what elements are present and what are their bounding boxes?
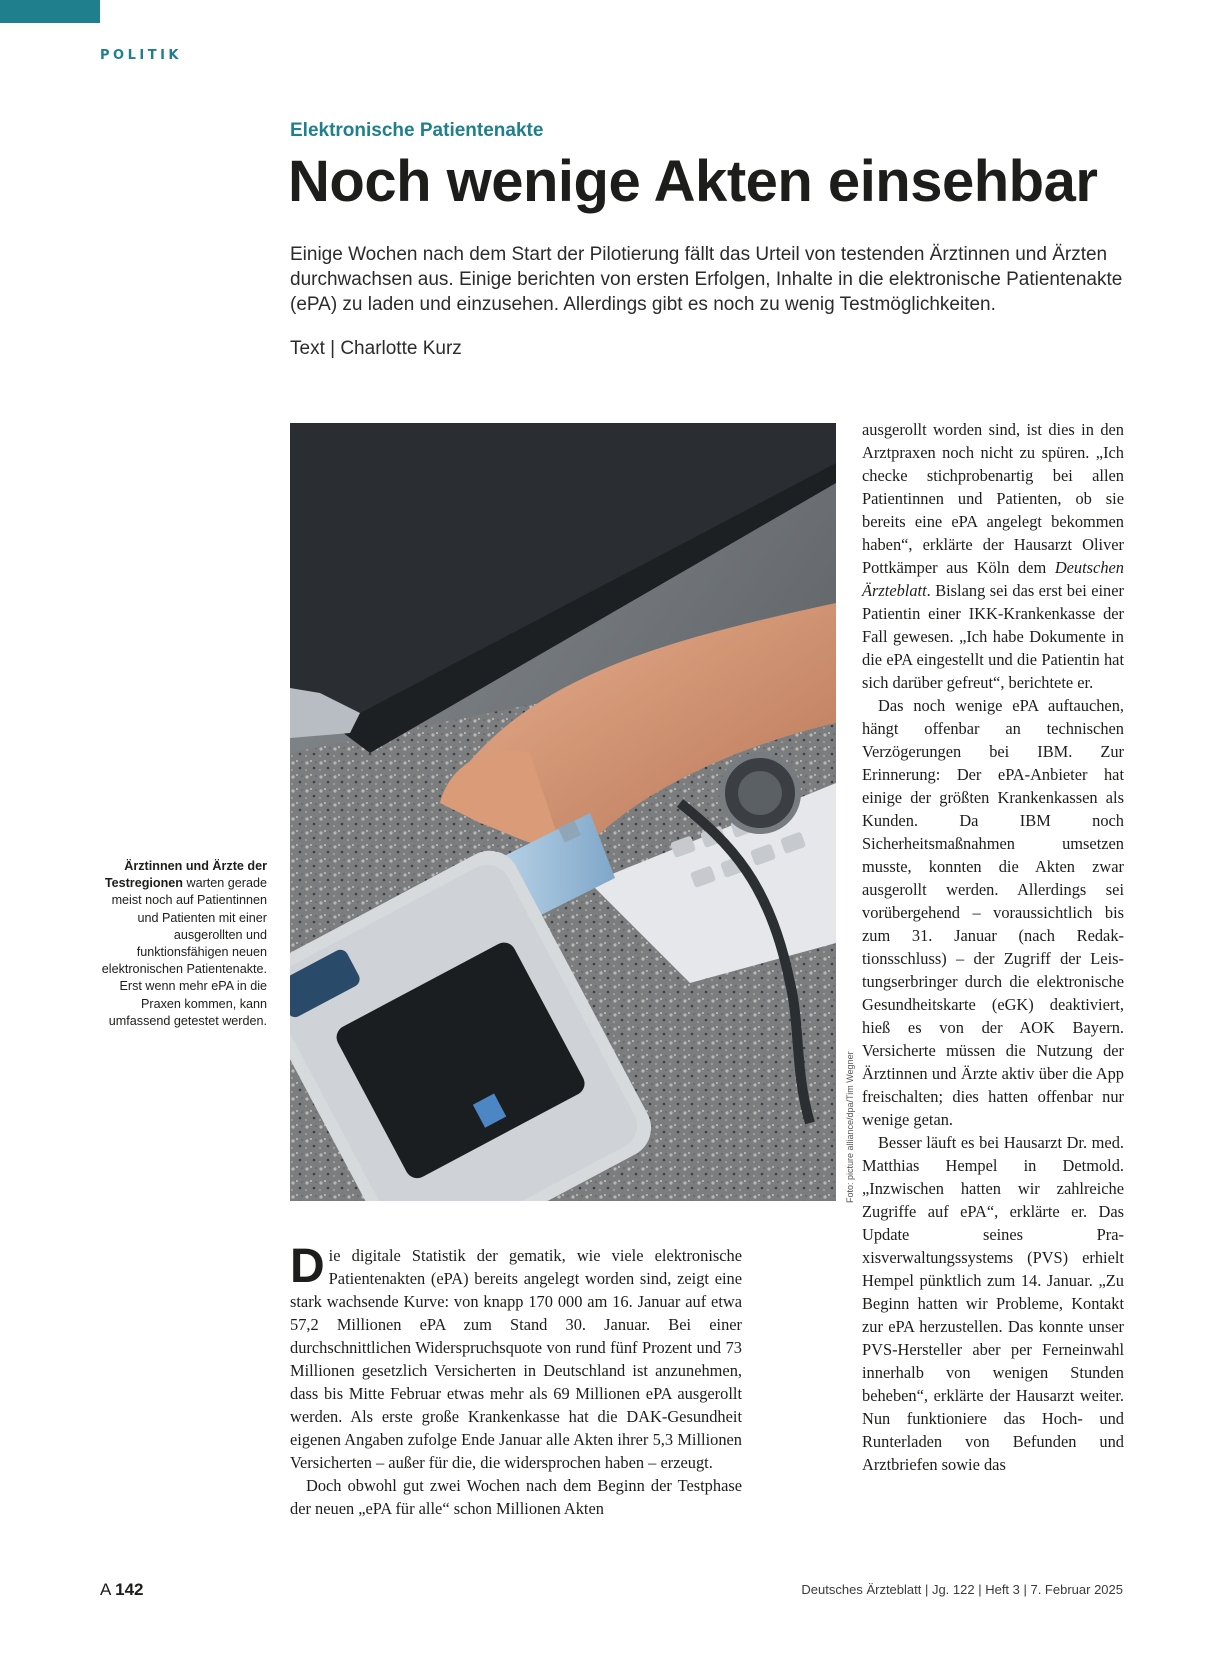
- article-headline: Noch wenige Akten einsehbar: [288, 149, 1098, 214]
- section-label: POLITIK: [100, 48, 182, 63]
- body-right-paragraph-1: [862, 418, 1124, 694]
- body-column-right: [862, 418, 1124, 1476]
- body-right-p1-a: ausgerollt worden sind, ist dies in den Arztpraxen noch nicht zu spüren. „Ich checke stichprobenartig bei allen Patientinnen und Patienten, ob sie bereits eine ePA angelegt bekommen haben“, erklärte der Hausarzt Oliver Pottkämper aus Köln dem: [862, 420, 1124, 577]
- body-right-paragraph-2: Das noch wenige ePA auftauchen, hängt offenbar an technischen Verzögerungen bei IBM. Zur Erinnerung: Der ePA-Anbieter hat einige der größten Krankenkassen als Kunden. Da IBM noch Sicherheitsmaßnahmen umsetzen musste, konnten die Akten zwar ausgerollt werden. Allerdings sei vorübergehend – voraussichtlich bis zum 31. Januar (nach Redaktionsschluss) – der Zugriff der Leistungserbringer durch die elektronische Gesundheitskarte (eGK) deaktiviert, hieß es von der AOK Bayern. Versicherte müssen die Nutzung der Ärztinnen und Ärzte aktiv über die App freischalten; dies hatten offenbar nur wenige getan.: [862, 696, 1124, 1129]
- photo-credit: Foto: picture alliance/dpa/Tim Wegner: [845, 1051, 855, 1203]
- body-paragraph-2: Doch obwohl gut zwei Wochen nach dem Beginn der Testphase der neuen „ePA für alle“ schon Millionen Akten: [290, 1476, 742, 1518]
- page-prefix: A: [100, 1580, 116, 1599]
- publication-info: Deutsches Ärzteblatt | Jg. 122 | Heft 3 | 7. Februar 2025: [801, 1582, 1123, 1597]
- photo-caption: [95, 858, 267, 1030]
- card-reader-photo: [290, 423, 836, 1201]
- body-right-paragraph-3: Besser läuft es bei Hausarzt Dr. med. Matthias Hempel in Detmold. „Inzwischen hatten wir zahlreiche Zugriffe auf ePA“, erklärte er. Das Update seines Praxisverwaltungssystems (PVS) erhielt Hempel pünktlich zum 14. Januar. „Zu Beginn hatten wir Probleme, Kontakt zur ePA herzustellen. Das konnte unser PVS-Hersteller aber per Ferneinwahl innerhalb von wenigen Stunden beheben“, erklärte der Hausarzt weiter. Nun funktioniere das Hoch- und Runterladen von Befunden und Arztbriefen sowie das: [862, 1133, 1124, 1474]
- article-lead: Einige Wochen nach dem Start der Pilotierung fällt das Urteil von testenden Ärztinnen und Ärzten durchwachsen aus. Einige berichten von ersten Erfolgen, Inhalte in die elektronische Patientenakte (ePA) zu laden und einzusehen. Allerdings gibt es noch zu wenig Testmöglichkeiten.: [290, 244, 1123, 315]
- page-number-value: 142: [115, 1580, 144, 1599]
- article-byline: Text | Charlotte Kurz: [290, 338, 462, 359]
- body-paragraph-1: [290, 1240, 742, 1474]
- body-paragraph-1-text: ie digitale Statistik der gematik, wie viele elektronische Patientenakten (ePA) bereits angelegt worden sind, zeigt eine stark wachsende Kurve: von knapp 170 000 am 16. Januar auf etwa 57,2 Millionen ePA zum Stand 30. Januar. Bei einer durchschnittlichen Widerspruchsquote von rund fünf Prozent und 73 Millionen gesetzlich Versicherten in Deutschland ist anzunehmen, dass bis Mitte Februar etwas mehr als 69 Millionen ePA ausgerollt werden. Als erste große Krankenkasse hat die DAK-Gesundheit eigenen Angaben zufolge Ende Januar alle Akten ihrer 5,3 Millionen Versicherten – außer für die, die widersprochen haben – erzeugt.: [290, 1246, 742, 1472]
- article-kicker: Elektronische Patientenakte: [290, 120, 544, 141]
- body-column-main: [290, 1240, 742, 1520]
- publication-name-inline: Deutschen Ärzteblatt: [862, 558, 1124, 600]
- body-right-p1-b: . Bislang sei das erst bei einer Patientin einer IKK-Krankenkasse der Fall gewesen. „Ich habe Dokumente in die ePA eingestellt und die Patientin hat sich darüber gefreut“, berichtete er.: [862, 581, 1124, 692]
- article-photo: [290, 423, 836, 1201]
- caption-text: warten gerade meist noch auf Patientinnen und Patienten mit einer ausgerollten und funktionsfähigen neuen elektronischen Patientenakte. Erst wenn mehr ePA in die Praxen kommen, kann umfassend getestet werden.: [101, 876, 267, 1028]
- page-number: [100, 1580, 144, 1600]
- dropcap: D: [290, 1240, 325, 1293]
- top-color-bar: [0, 0, 100, 23]
- caption-lead: Ärztinnen und Ärzte der Testregionen: [104, 859, 267, 891]
